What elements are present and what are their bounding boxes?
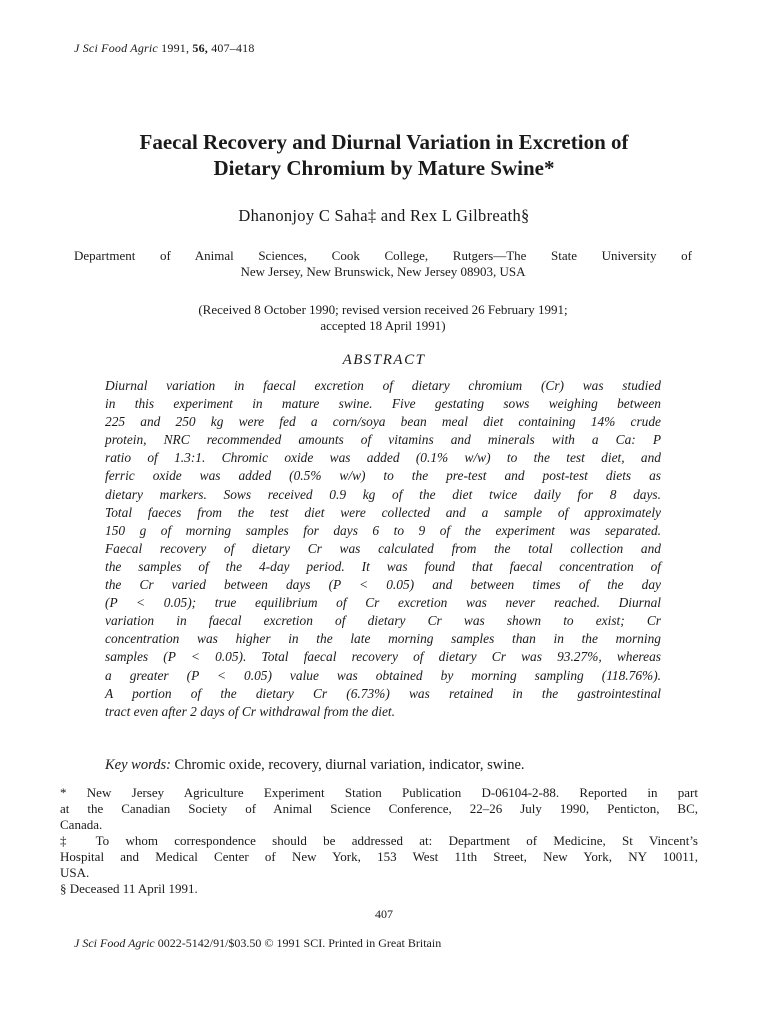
abstract-line: Total faeces from the test diet were collected and a sample of approximately [105,504,661,520]
abstract-line: 225 and 250 kg were fed a corn/soya bean meal diet containing 14% crude [105,414,661,430]
abstract-line: variation in faecal excretion of dietary Cr was shown to exist; Cr [105,613,661,629]
abstract-line: ratio of 1.3:1. Chromic oxide was added (0.1% w/w) to the test diet, and [105,450,661,466]
copyright-line [74,936,441,951]
article-title [60,129,708,181]
received-line-1: (Received 8 October 1990; revised version received 26 February 1991; [198,302,568,317]
footnote-line: * New Jersey Agriculture Experiment Station Publication D-06104-2-88. Reported in part [60,785,698,800]
running-head-volume: 56, [192,41,208,55]
footnotes [60,785,698,897]
keywords-label: Key words: [105,757,171,773]
abstract-line: Diurnal variation in faecal excretion of dietary chromium (Cr) was studied [105,378,661,393]
abstract-line: A portion of the dietary Cr (6.73%) was retained in the gastrointestinal [105,685,661,701]
footnote-line: Canada. [60,817,103,832]
abstract-line: dietary markers. Sows received 0.9 kg of the diet twice daily for 8 days. [105,486,661,502]
affiliation-line-2: New Jersey, New Brunswick, New Jersey 08903, USA [240,264,526,279]
abstract-heading: ABSTRACT [342,352,426,368]
abstract-line: Faecal recovery of dietary Cr was calculated from the total collection and [105,540,661,556]
page-number: 407 [375,907,393,921]
footnote-line: Hospital and Medical Center of New York, 153 West 11th Street, New York, NY 10011, [60,849,698,864]
footnote-line: ‡ To whom correspondence should be addressed at: Department of Medicine, St Vincent’s [60,833,698,848]
article-title-line-2: Dietary Chromium by Mature Swine* [213,156,555,180]
copyright-journal: J Sci Food Agric [74,936,155,950]
abstract-line: the Cr varied between days (P < 0.05) and between times of the day [105,577,661,593]
abstract-line: concentration was higher in the late morning samples than in the morning [105,631,661,647]
affiliation [74,248,692,280]
abstract-line: samples (P < 0.05). Total faecal recovery of dietary Cr was 93.27%, whereas [105,649,661,665]
keywords [105,757,665,774]
keywords-text: Chromic oxide, recovery, diurnal variation, indicator, swine. [174,757,525,773]
abstract-line: a greater (P < 0.05) value was obtained by morning sampling (118.76%). [105,667,661,683]
authors: Dhanonjoy C Saha‡ and Rex L Gilbreath§ [238,206,530,225]
footnote-line: § Deceased 11 April 1991. [60,881,198,896]
running-head-pages: 407–418 [211,41,255,55]
abstract-line: 150 g of morning samples for days 6 to 9 of the experiment was separated. [105,522,661,538]
copyright-text: 0022-5142/91/$03.50 © 1991 SCI. Printed in Great Britain [157,936,442,950]
abstract-line: in this experiment in mature swine. Five gestating sows weighing between [105,396,661,412]
running-head-year: 1991, [161,41,190,55]
abstract-line: tract even after 2 days of Cr withdrawal from the diet. [105,703,395,719]
running-head-journal: J Sci Food Agric [74,41,158,55]
footnote-line: at the Canadian Society of Animal Science Conference, 22–26 July 1990, Penticton, BC, [60,801,698,816]
article-title-line-1: Faecal Recovery and Diurnal Variation in Excretion of [139,130,629,154]
footnote-line: USA. [60,865,90,880]
abstract-line: (P < 0.05); true equilibrium of Cr excretion was never reached. Diurnal [105,595,661,611]
received-line-2: accepted 18 April 1991) [320,318,446,333]
received-dates [74,302,692,334]
affiliation-line-1: Department of Animal Sciences, Cook College, Rutgers—The State University of [74,248,692,263]
abstract-body [105,377,661,721]
abstract-line: ferric oxide was added (0.5% w/w) to the pre-test and post-test diets as [105,468,661,484]
abstract-line: the samples of the 4-day period. It was found that faecal concentration of [105,558,661,574]
running-head [74,41,255,56]
abstract-line: protein, NRC recommended amounts of vitamins and minerals with a Ca: P [105,432,661,448]
